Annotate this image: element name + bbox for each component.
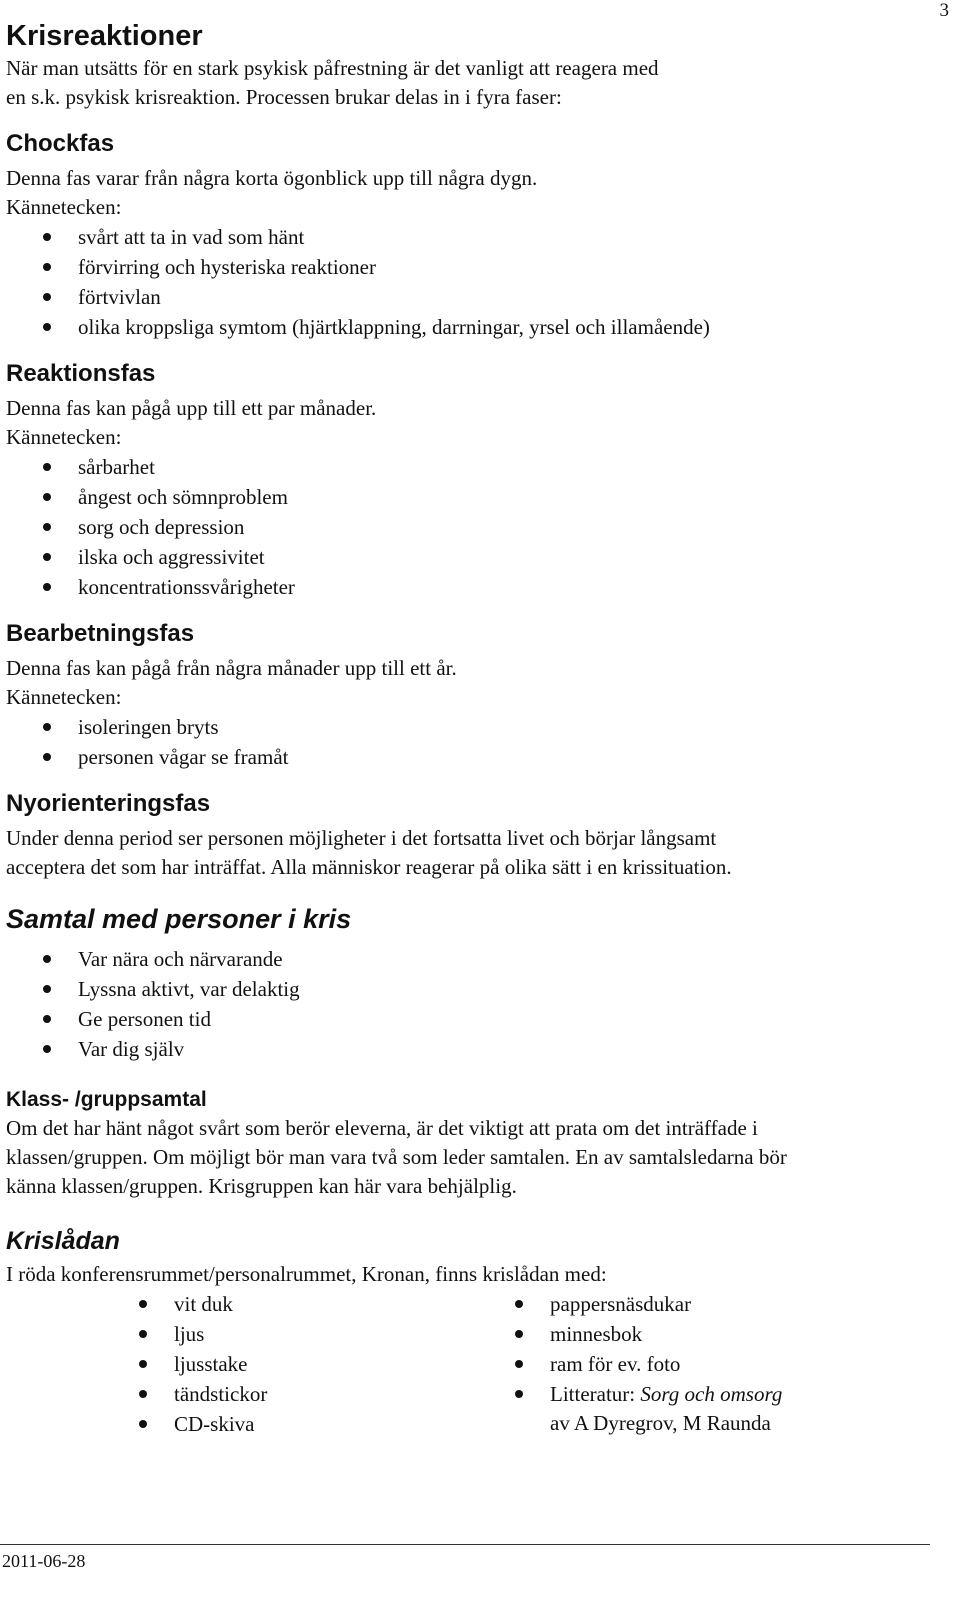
bullet-icon: [43, 233, 51, 241]
list-item: CD-skiva: [136, 1409, 512, 1439]
reaktionsfas-list: [6, 452, 946, 602]
bullet-icon: [43, 263, 51, 271]
bullet-icon: [43, 723, 51, 731]
bullet-icon: [43, 493, 51, 501]
chockfas-duration: Denna fas varar från några korta ögonblick upp till några dygn.: [6, 166, 538, 190]
klass-line-3: känna klassen/gruppen. Krisgruppen kan här vara behjälplig.: [6, 1174, 517, 1198]
reaktionsfas-signs-label: Kännetecken:: [6, 425, 122, 449]
heading-nyorienteringsfas: Nyorienteringsfas: [6, 790, 211, 817]
nyorientering-line-1: Under denna period ser personen möjligheter i det fortsatta livet och börjar långsamt: [6, 826, 717, 850]
document-page: [6, 18, 946, 1439]
heading-chockfas: Chockfas: [6, 130, 115, 157]
nyorientering-line-2: acceptera det som har inträffat. Alla människor reagerar på olika sätt i en krissituation.: [6, 855, 732, 879]
bearbetningsfas-list: [6, 712, 946, 772]
list-item: tändstickor: [136, 1379, 512, 1409]
list-item: koncentrationssvårigheter: [40, 572, 946, 602]
bullet-icon: [43, 753, 51, 761]
chockfas-signs-label: Kännetecken:: [6, 195, 122, 219]
list-item: Lyssna aktivt, var delaktig: [40, 974, 946, 1004]
chockfas-list: [6, 222, 946, 342]
krisladan-right-list: [512, 1289, 892, 1409]
bullet-icon: [139, 1420, 147, 1428]
list-item: svårt att ta in vad som hänt: [40, 222, 946, 252]
klass-line-1: Om det har hänt något svårt som berör eleverna, är det viktigt att prata om det inträffade i: [6, 1116, 758, 1140]
reaktionsfas-duration: Denna fas kan pågå upp till ett par månader.: [6, 396, 377, 420]
list-item: personen vågar se framåt: [40, 742, 946, 772]
list-item: ilska och aggressivitet: [40, 542, 946, 572]
bullet-icon: [43, 323, 51, 331]
heading-krisladan: Krislådan: [6, 1227, 120, 1255]
heading-samtal: Samtal med personer i kris: [6, 904, 352, 934]
krisladan-contents: [136, 1289, 946, 1439]
bearbetningsfas-duration: Denna fas kan pågå från några månader upp till ett år.: [6, 656, 457, 680]
bullet-icon: [43, 985, 51, 993]
list-item: sorg och depression: [40, 512, 946, 542]
list-item: ljusstake: [136, 1349, 512, 1379]
bullet-icon: [43, 553, 51, 561]
list-item: minnesbok: [512, 1319, 892, 1349]
list-item: pappersnäsdukar: [512, 1289, 892, 1319]
klass-line-2: klassen/gruppen. Om möjligt bör man vara två som leder samtalen. En av samtalsledarna bör: [6, 1145, 787, 1169]
krisladan-left-column: [136, 1289, 512, 1439]
bullet-icon: [515, 1360, 523, 1368]
heading-reaktionsfas: Reaktionsfas: [6, 360, 156, 387]
heading-bearbetningsfas: Bearbetningsfas: [6, 620, 195, 647]
list-item: sårbarhet: [40, 452, 946, 482]
list-item: förvirring och hysteriska reaktioner: [40, 252, 946, 282]
page-number: 3: [939, 0, 949, 21]
bullet-icon: [43, 463, 51, 471]
bullet-icon: [43, 583, 51, 591]
footer-divider: [0, 1544, 930, 1545]
krisladan-left-list: [136, 1289, 512, 1439]
samtal-list: [6, 944, 946, 1064]
page-title: Krisreaktioner: [6, 20, 203, 52]
list-item: olika kroppsliga symtom (hjärtklappning, darrningar, yrsel och illamående): [40, 312, 946, 342]
list-item: ljus: [136, 1319, 512, 1349]
list-item: Var nära och närvarande: [40, 944, 946, 974]
bullet-icon: [139, 1300, 147, 1308]
krisladan-right-column: [512, 1289, 892, 1439]
literature-title: Sorg och omsorg: [640, 1382, 783, 1406]
bullet-icon: [515, 1330, 523, 1338]
list-item: ram för ev. foto: [512, 1349, 892, 1379]
bullet-icon: [43, 1045, 51, 1053]
literature-item: [512, 1379, 892, 1409]
list-item: vit duk: [136, 1289, 512, 1319]
bullet-icon: [139, 1390, 147, 1398]
bullet-icon: [43, 1015, 51, 1023]
bullet-icon: [43, 955, 51, 963]
literature-prefix: Litteratur:: [550, 1382, 641, 1406]
literature-authors: av A Dyregrov, M Raunda: [550, 1411, 771, 1435]
list-item: isoleringen bryts: [40, 712, 946, 742]
bullet-icon: [515, 1300, 523, 1308]
bullet-icon: [515, 1390, 523, 1398]
intro-line-2: en s.k. psykisk krisreaktion. Processen brukar delas in i fyra faser:: [6, 85, 562, 109]
bullet-icon: [43, 293, 51, 301]
footer-date: 2011-06-28: [2, 1551, 86, 1571]
intro-line-1: När man utsätts för en stark psykisk påfrestning är det vanligt att reagera med: [6, 56, 659, 80]
krisladan-intro: I röda konferensrummet/personalrummet, Kronan, finns krislådan med:: [6, 1262, 607, 1286]
list-item: förtvivlan: [40, 282, 946, 312]
list-item: Var dig själv: [40, 1034, 946, 1064]
bearbetningsfas-signs-label: Kännetecken:: [6, 685, 122, 709]
bullet-icon: [139, 1360, 147, 1368]
bullet-icon: [43, 523, 51, 531]
bullet-icon: [139, 1330, 147, 1338]
heading-klass-gruppsamtal: Klass- /gruppsamtal: [6, 1088, 207, 1111]
list-item: Ge personen tid: [40, 1004, 946, 1034]
list-item: ångest och sömnproblem: [40, 482, 946, 512]
